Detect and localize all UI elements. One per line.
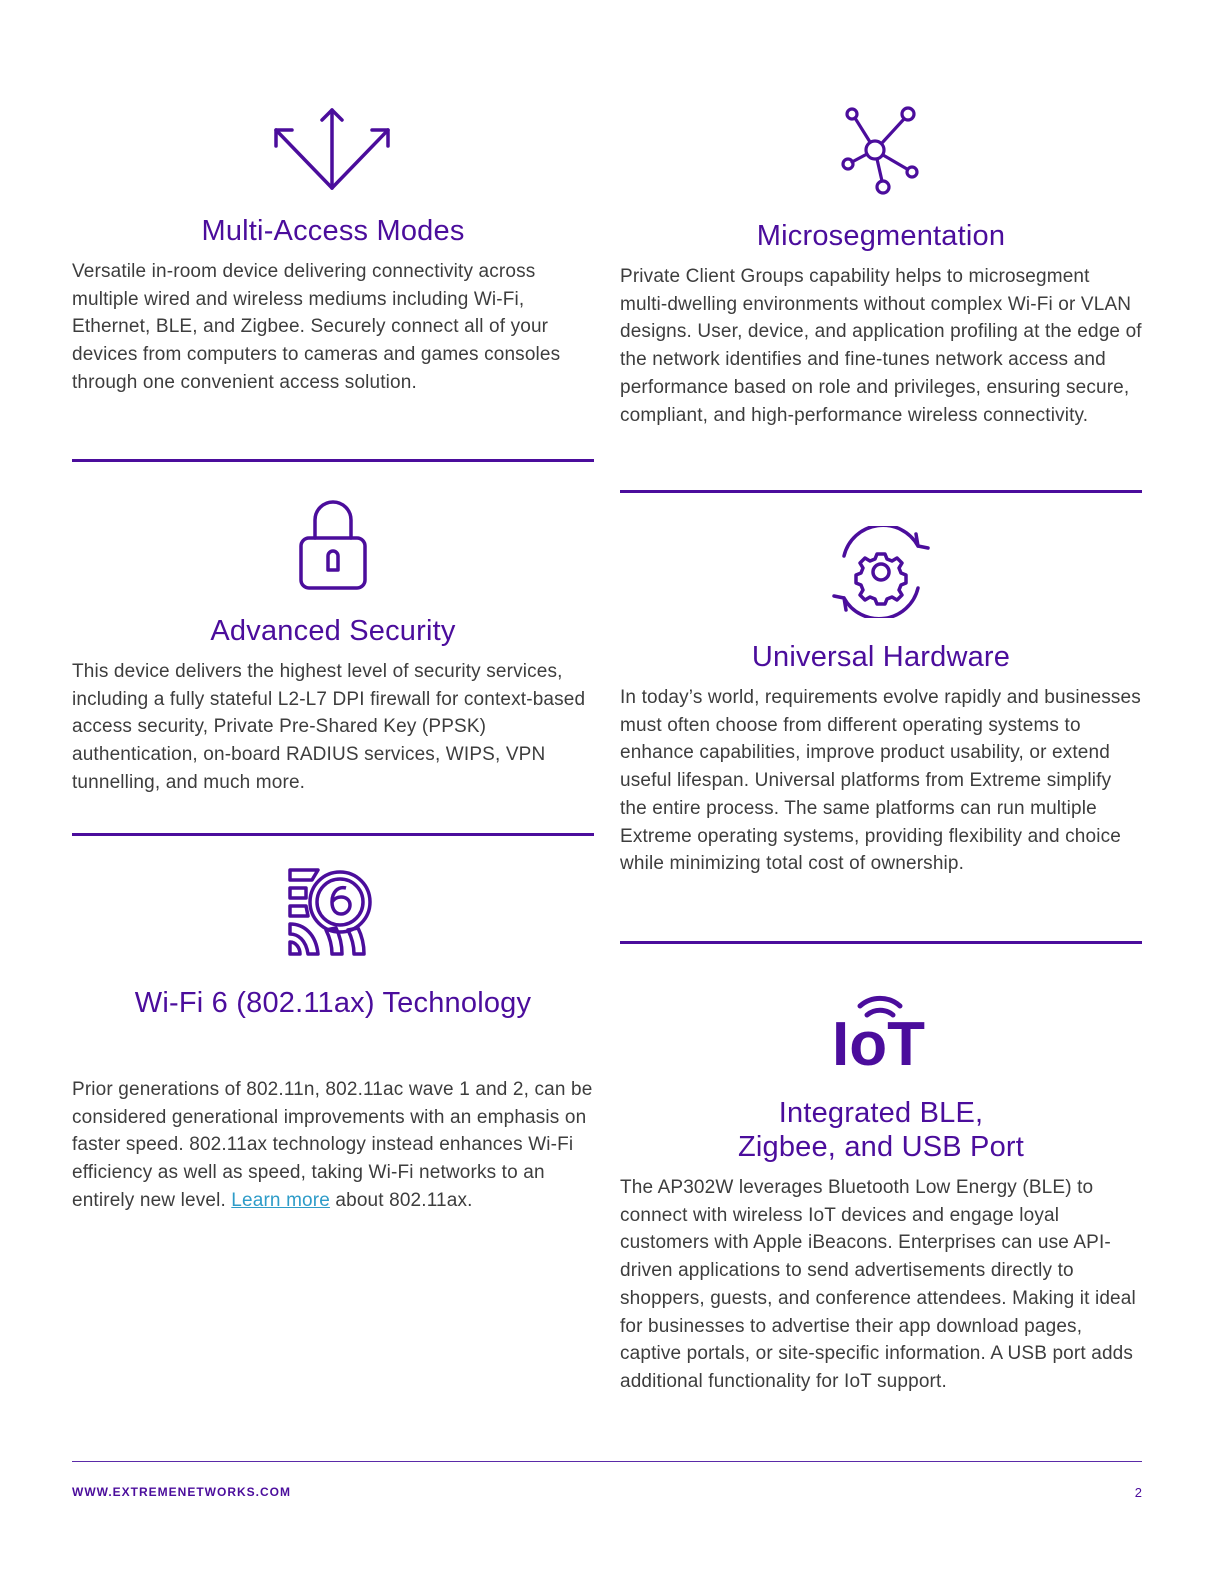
section-body-universal-hardware: In today’s world, requirements evolve rapidly and businesses must often choose from different operating systems to enhance capabilities, improve product usability, or extend useful lifespan. Universal platforms from Extreme simplify the entire process. The same platforms can run multiple Extreme operating systems, providing flexibility and choice while minimizing total cost of ownership.: [620, 687, 1141, 875]
iot-icon: [832, 994, 942, 1068]
section-title-line2: Zigbee, and USB Port: [737, 1131, 1025, 1163]
wifi-6-icon: [286, 868, 378, 960]
iot-icon-text: IoT: [832, 1010, 925, 1068]
section-divider: [72, 459, 594, 462]
wifi6-body-text-end: about 802.11ax.: [329, 1189, 473, 1211]
page-number: 2: [1134, 1485, 1142, 1500]
section-body-wifi6: [72, 1076, 594, 1215]
network-nodes-icon: [840, 106, 922, 196]
section-divider: [620, 941, 1142, 944]
padlock-icon: [298, 500, 368, 592]
section-body-multi-access: Versatile in-room device delivering connectivity across multiple wired and wireless mediums including Wi-Fi, Ethernet, BLE, and Zigbee. Securely connect all of your devices from computers to cameras and games consoles through one convenient access solution.: [72, 261, 561, 393]
section-title-advanced-security: Advanced Security: [210, 615, 456, 647]
section-title-universal-hardware: Universal Hardware: [751, 641, 1011, 673]
section-title-microsegmentation: Microsegmentation: [756, 220, 1006, 252]
section-title-integrated-ble: [620, 1096, 1142, 1164]
section-divider: [620, 490, 1142, 493]
section-title-wifi6: Wi-Fi 6 (802.11ax) Technology: [134, 987, 532, 1019]
section-body-integrated-ble: The AP302W leverages Bluetooth Low Energy (BLE) to connect with wireless IoT devices and engage loyal customers with Apple iBeacons. Enterprises can use API-driven applications to send advertisements directly to shoppers, guests, and conference attendees. Making it ideal for businesses to advertise their app download pages, captive portals, or site-specific information. A USB port adds additional functionality for IoT support.: [620, 1177, 1136, 1392]
arrows-icon: [272, 106, 392, 192]
section-divider: [72, 833, 594, 836]
learn-more-link[interactable]: Learn more: [231, 1189, 330, 1211]
wifi6-body-text: Prior generations of 802.11n, 802.11ac wave 1 and 2, can be considered generational improvements with an emphasis on faster speed. 802.11ax technology instead enhances Wi-Fi efficiency as well as speed, taking Wi-Fi networks to an entirely new level.: [72, 1079, 593, 1211]
gear-cycle-icon: [830, 526, 932, 618]
footer-divider: [72, 1461, 1142, 1462]
section-title-line1: Integrated BLE,: [778, 1097, 984, 1129]
footer-website-link[interactable]: WWW.EXTREMENETWORKS.COM: [72, 1485, 291, 1499]
section-body-advanced-security: This device delivers the highest level of security services, including a fully stateful L2-L7 DPI firewall for context-based access security, Private Pre-Shared Key (PPSK) authentication, on-board RADIUS services, WIPS, VPN tunnelling, and much more.: [72, 661, 586, 793]
section-title-multi-access: Multi-Access Modes: [201, 215, 465, 247]
section-body-microsegmentation: Private Client Groups capability helps to microsegment multi-dwelling environments without complex Wi-Fi or VLAN designs. User, device, and application profiling at the edge of the network identifies and fine-tunes network access and performance based on role and privileges, ensuring secure, compliant, and high-performance wireless connectivity.: [620, 266, 1142, 426]
